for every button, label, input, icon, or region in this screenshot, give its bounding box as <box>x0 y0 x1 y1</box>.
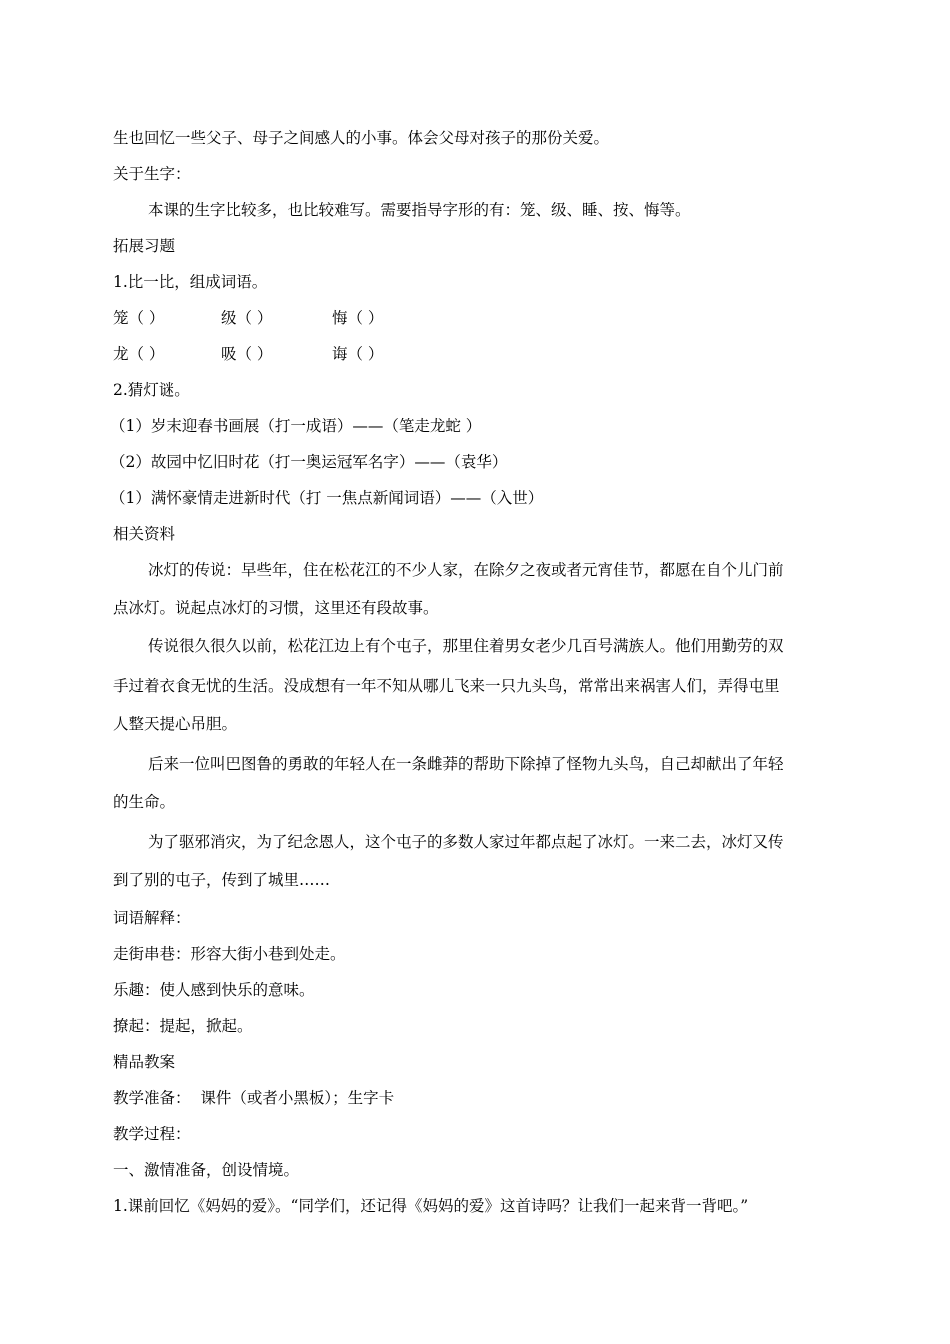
riddle-item: （2）故园中忆旧时花（打一奥运冠军名字）——（袁华） <box>110 453 508 471</box>
section-heading: 拓展习题 <box>113 237 176 255</box>
paragraph-line: 的生命。 <box>113 793 176 811</box>
paragraph-line: 为了驱邪消灾，为了纪念恩人，这个屯子的多数人家过年都点起了冰灯。一来二去，冰灯又传 <box>148 833 784 851</box>
compare-item: 诲（ ） <box>332 345 384 363</box>
text-line: 一、激情准备，创设情境。 <box>113 1161 300 1179</box>
section-heading: 词语解释： <box>113 909 191 927</box>
exercise-title: 1.比一比，组成词语。 <box>113 273 268 291</box>
paragraph-line: 冰灯的传说：早些年，住在松花江的不少人家，在除夕之夜或者元宵佳节，都愿在自个儿门前 <box>148 561 784 579</box>
text-line: 教学准备： 课件（或者小黑板）；生字卡 <box>113 1089 395 1107</box>
section-heading: 相关资料 <box>113 525 176 543</box>
text-line: 1.课前回忆《妈妈的爱》。“同学们，还记得《妈妈的爱》这首诗吗？让我们一起来背一背吧。” <box>113 1197 749 1215</box>
definition: 走街串巷：形容大街小巷到处走。 <box>113 945 346 963</box>
compare-item: 笼（ ） <box>113 309 165 327</box>
paragraph-line: 手过着衣食无忧的生活。没成想有一年不知从哪儿飞来一只九头鸟，常常出来祸害人们，弄得屯里 <box>113 677 780 695</box>
compare-item: 悔（ ） <box>332 309 384 327</box>
section-heading: 精品教案 <box>113 1053 176 1071</box>
riddle-item: （1）岁末迎春书画展（打一成语）——（笔走龙蛇 ） <box>110 417 482 435</box>
riddle-item: （1）满怀豪情走进新时代（打 一焦点新闻词语）——（入世） <box>110 489 544 507</box>
paragraph: 本课的生字比较多，也比较难写。需要指导字形的有：笼、级、睡、按、悔等。 <box>148 201 691 219</box>
compare-item: 级（ ） <box>221 309 273 327</box>
section-heading: 关于生字： <box>113 165 191 183</box>
compare-item: 吸（ ） <box>221 345 273 363</box>
paragraph-line: 后来一位叫巴图鲁的勇敢的年轻人在一条雌莽的帮助下除掉了怪物九头鸟，自己却献出了年轻 <box>148 755 784 773</box>
paragraph-line: 传说很久很久以前，松花江边上有个屯子，那里住着男女老少几百号满族人。他们用勤劳的双 <box>148 637 784 655</box>
paragraph-line: 人整天提心吊胆。 <box>113 715 238 733</box>
exercise-title: 2.猜灯谜。 <box>113 381 190 399</box>
definition: 乐趣：使人感到快乐的意味。 <box>113 981 315 999</box>
paragraph-line: 到了别的屯子，传到了城里…… <box>113 871 331 889</box>
compare-item: 龙（ ） <box>113 345 165 363</box>
paragraph-line: 点冰灯。说起点冰灯的习惯，这里还有段故事。 <box>113 599 439 617</box>
text-line: 生也回忆一些父子、母子之间感人的小事。体会父母对孩子的那份关爱。 <box>113 129 610 147</box>
text-line: 教学过程： <box>113 1125 191 1143</box>
definition: 撩起：提起，掀起。 <box>113 1017 253 1035</box>
